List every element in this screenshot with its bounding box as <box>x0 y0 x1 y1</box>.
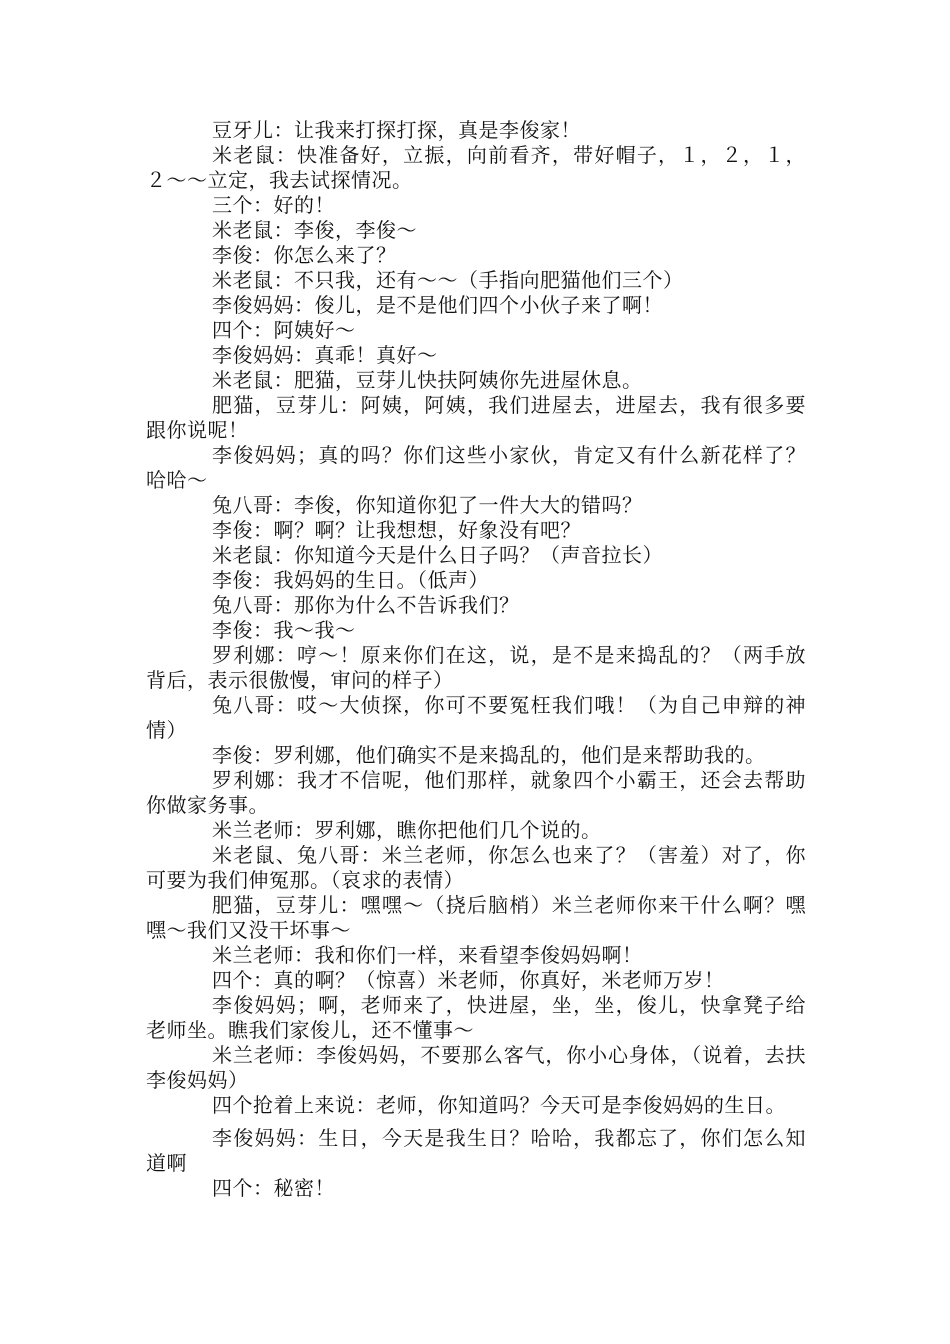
dialogue-line: 李俊妈妈：俊儿，是不是他们四个小伙子来了啊！ <box>212 293 663 317</box>
dialogue-line: 李俊妈妈：真乖！真好～ <box>212 343 438 367</box>
dialogue-line: 李俊妈妈：生日，今天是我生日？哈哈，我都忘了，你们怎么知道啊 <box>146 1126 806 1175</box>
dialogue-line: 米老鼠：不只我，还有～～（手指向肥猫他们三个） <box>212 268 684 292</box>
dialogue-line: 李俊妈妈；啊，老师来了，快进屋，坐，坐，俊儿，快拿凳子给老师坐。瞧我们家俊儿，还不懂事～ <box>146 993 806 1042</box>
dialogue-line: 四个：秘密！ <box>212 1176 335 1200</box>
dialogue-line: 米老鼠：你知道今天是什么日子吗？（声音拉长） <box>212 543 663 567</box>
dialogue-line: 罗利娜：哼～！原来你们在这，说，是不是来捣乱的？（两手放背后，表示很傲慢，审问的样子） <box>146 643 806 692</box>
dialogue-line: 米兰老师：李俊妈妈，不要那么客气，你小心身体，（说着，去扶李俊妈妈） <box>146 1043 806 1092</box>
dialogue-line: 四个：阿姨好～ <box>212 318 356 342</box>
dialogue-line: 李俊：我妈妈的生日。（低声） <box>212 568 489 592</box>
dialogue-line: 米老鼠：李俊，李俊～ <box>212 218 417 242</box>
dialogue-line: 四个：真的啊？（惊喜）米老师，你真好，米老师万岁！ <box>212 968 725 992</box>
dialogue-line: 罗利娜：我才不信呢，他们那样，就象四个小霸王，还会去帮助你做家务事。 <box>146 768 806 817</box>
dialogue-line: 米老鼠：快准备好，立振，向前看齐，带好帽子，１，２，１，２～～立定，我去试探情况。 <box>146 143 806 192</box>
dialogue-line: 李俊：啊？啊？让我想想，好象没有吧？ <box>212 518 581 542</box>
dialogue-line: 三个：好的！ <box>212 193 335 217</box>
dialogue-line: 兔八哥：哎～大侦探，你可不要冤枉我们哦！（为自己申辩的神情） <box>146 693 806 742</box>
dialogue-line: 肥猫，豆芽儿：阿姨，阿姨，我们进屋去，进屋去，我有很多要跟你说呢！ <box>146 393 806 442</box>
dialogue-line: 米老鼠：肥猫，豆芽儿快扶阿姨你先进屋休息。 <box>212 368 643 392</box>
dialogue-line: 李俊妈妈；真的吗？你们这些小家伙，肯定又有什么新花样了？哈哈～ <box>146 443 806 492</box>
dialogue-line: 米老鼠、兔八哥：米兰老师，你怎么也来了？（害羞）对了，你可要为我们伸冤那。（哀求的表情） <box>146 843 806 892</box>
dialogue-line: 李俊：罗利娜，他们确实不是来捣乱的，他们是来帮助我的。 <box>212 743 766 767</box>
dialogue-line: 米兰老师：我和你们一样，来看望李俊妈妈啊！ <box>212 943 643 967</box>
dialogue-line: 肥猫，豆芽儿：嘿嘿～（挠后脑梢）米兰老师你来干什么啊？嘿嘿～我们又没干坏事～ <box>146 893 806 942</box>
script-body <box>146 118 806 1201</box>
dialogue-line: 豆牙儿：让我来打探打探，真是李俊家！ <box>212 118 581 142</box>
dialogue-line: 李俊：我～我～ <box>212 618 356 642</box>
dialogue-line: 兔八哥：李俊，你知道你犯了一件大大的错吗？ <box>212 493 643 517</box>
dialogue-line: 米兰老师：罗利娜，瞧你把他们几个说的。 <box>212 818 602 842</box>
dialogue-line: 兔八哥：那你为什么不告诉我们？ <box>212 593 520 617</box>
dialogue-line: 李俊：你怎么来了？ <box>212 243 397 267</box>
dialogue-line: 四个抢着上来说：老师，你知道吗？今天可是李俊妈妈的生日。 <box>212 1093 786 1117</box>
